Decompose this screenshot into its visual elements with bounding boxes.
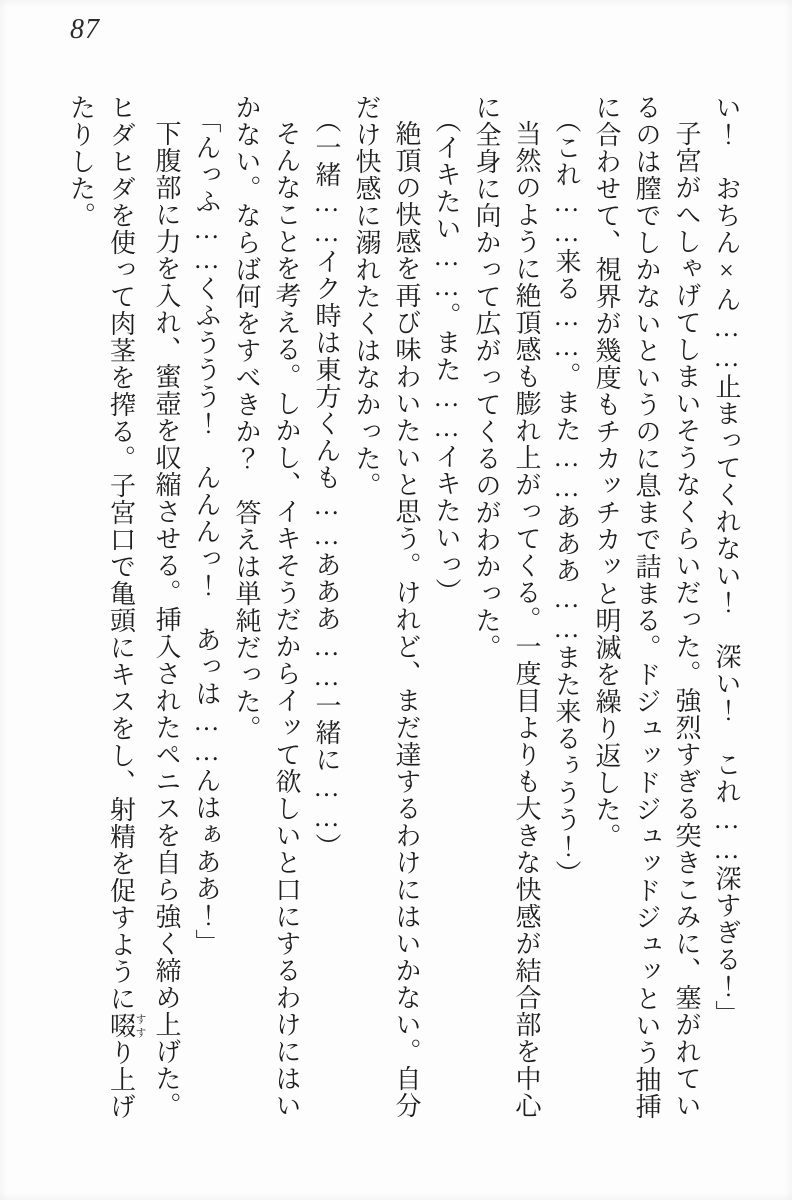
text-line: だけ快感に溺れたくはなかった。 xyxy=(352,94,381,499)
text-line: （イキたい……。また……イキたいっ） xyxy=(432,107,461,605)
text-line: そんなことを考える。しかし、イキそうだからイッて欲しいと口にするわけにはい xyxy=(272,120,301,1119)
text-body xyxy=(54,94,746,1136)
text-line: に全身に向かって広がってくるのがわかった。 xyxy=(472,94,501,661)
text-line: たりした。 xyxy=(66,94,96,229)
text-line: い！ おちん×ん……止まってくれない！ 深い！ これ……深すぎる！」 xyxy=(712,94,741,1027)
text-line: るのは膣でしかないというのに息まで詰まる。ドジュッドジュッドジュッという抽挿 xyxy=(632,94,661,1120)
text-line: 「んっふ……くふううう！ んんんっ！ あっは……んはぁああ！」 xyxy=(192,107,221,956)
text-line: に合わせて、視界が幾度もチカッチカッと明滅を繰り返した。 xyxy=(592,94,621,850)
text-line: 子宮がへしゃげてしまいそうなくらいだった。強烈すぎる突きこみに、塞がれてい xyxy=(672,120,701,1119)
text-line: 下腹部に力を入れ、蜜壺を収縮させる。挿入されたペニスを自ら強く締め上げた。 xyxy=(152,120,181,1119)
text-line: かない。ならば何をすべきか？ 答えは単純だった。 xyxy=(232,94,261,742)
text-line: 絶頂の快感を再び味わいたいと思う。けれど、まだ達するわけにはいかない。自分 xyxy=(392,120,421,1119)
text-line: （これ……来る……。また……あああ……また来るぅうう！） xyxy=(552,107,581,887)
page-number: 87 xyxy=(70,14,100,45)
text-line: （一緒……イク時は東方くんも……あああ……一緒に……） xyxy=(312,107,341,860)
text-line: 当然のように絶頂感も膨れ上がってくる。一度目よりも大きな快感が結合部を中心 xyxy=(512,120,541,1119)
furigana-ruby: 啜すす xyxy=(106,1012,146,1039)
text-line: ヒダヒダを使って肉茎を搾る。子宮口で亀頭にキスをし、射精を促すように啜すすり上げ xyxy=(106,94,146,1120)
